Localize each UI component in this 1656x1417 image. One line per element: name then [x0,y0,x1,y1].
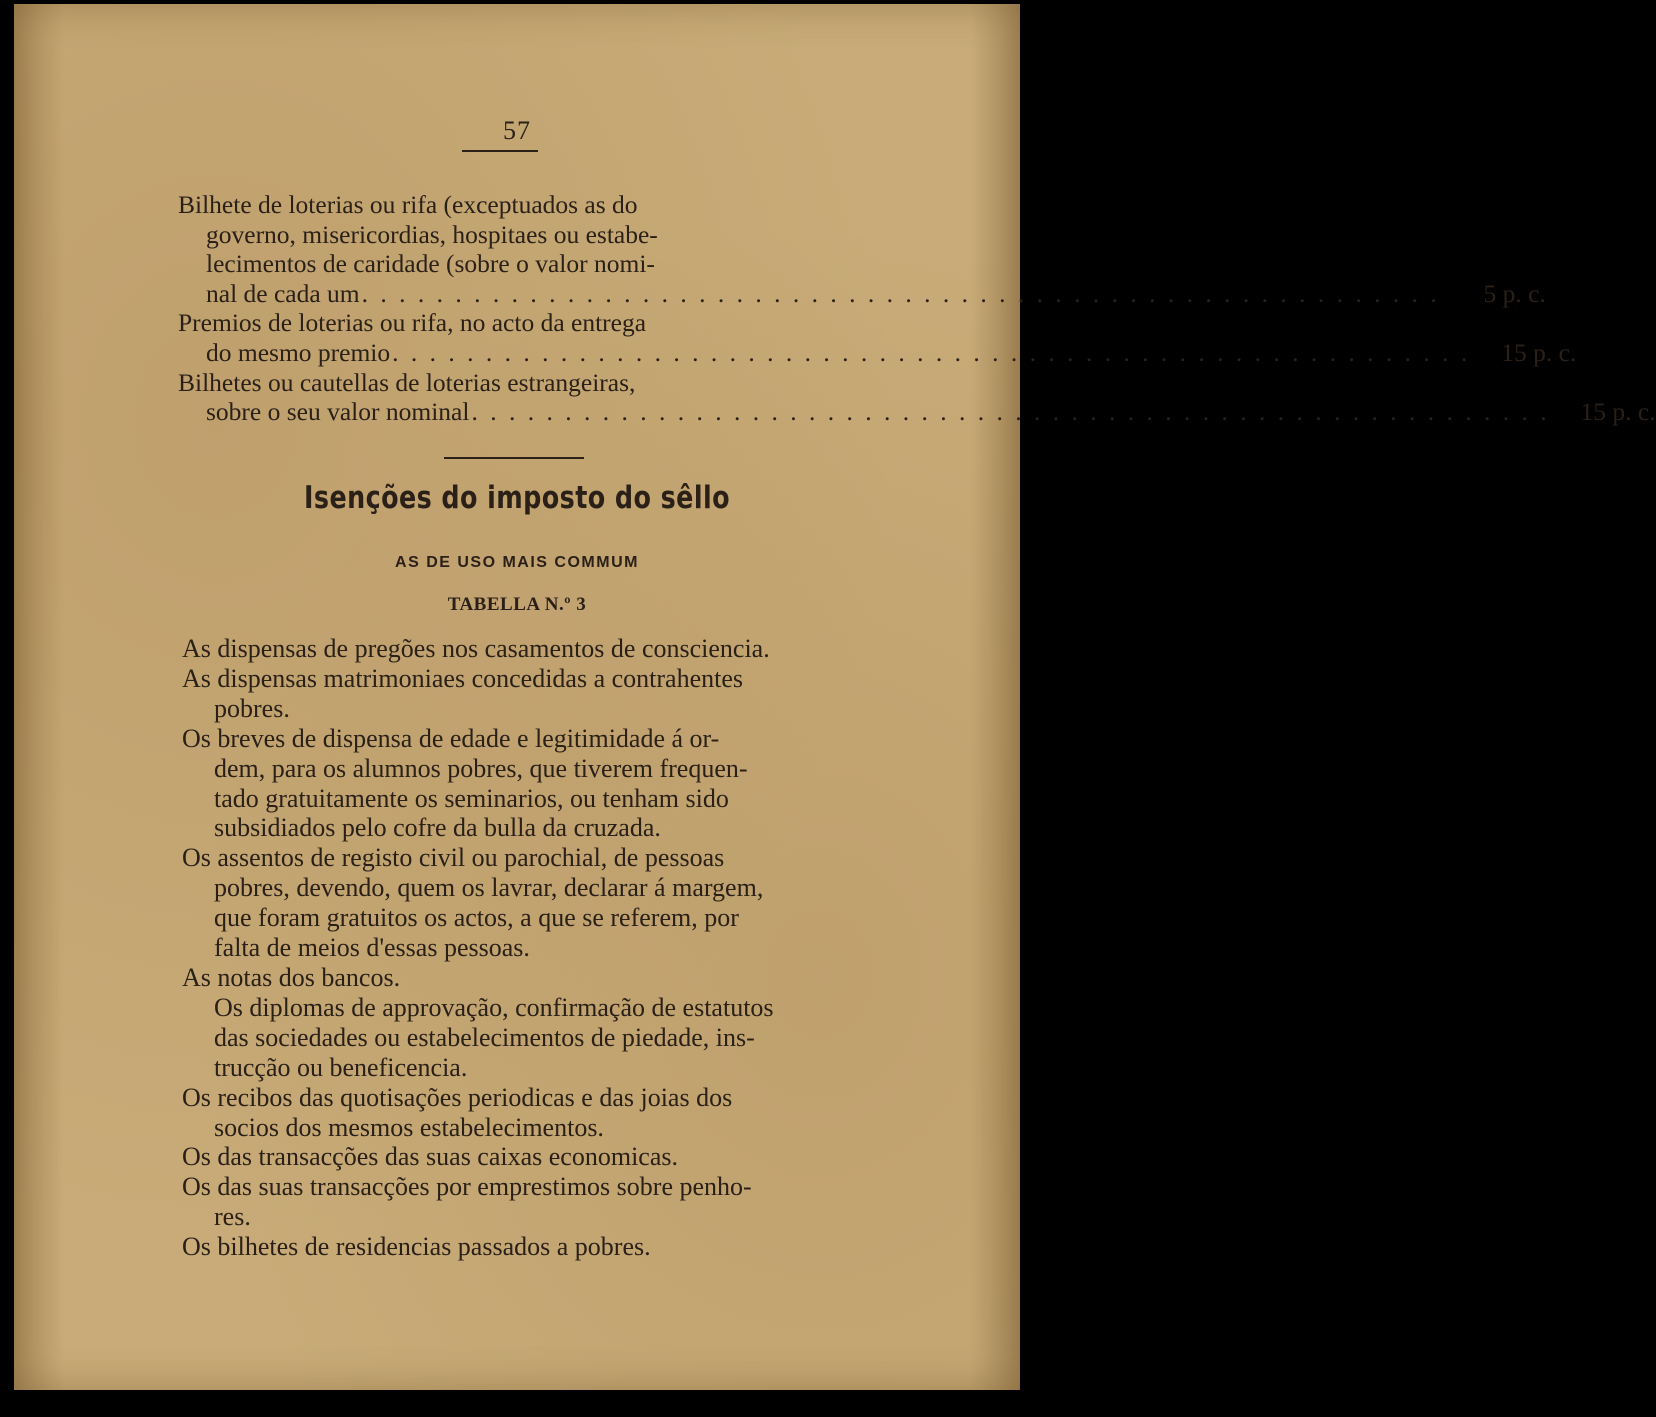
tariff-rate: 15 p. c. [1580,397,1656,427]
exemption-line: subsidiados pelo cofre da bulla da cruzada. [214,813,661,843]
exemption-item [182,664,844,724]
tariff-rate: 5 p. c. [1483,278,1546,308]
leader-dots: . . . . . . . . . . . . . . . . . . . . . . . . . . . . . . . . . . . . . . . . . . . . . . . . . . . . . . . . . . [471,397,1550,427]
exemption-item [182,993,844,1083]
exemption-line: As dispensas matrimoniaes concedidas a contrahentes [182,663,743,693]
page-number-rule [462,150,538,152]
section-subtitle: AS DE USO MAIS COMMUM [395,554,639,571]
exemption-line: Os das suas transacções por emprestimos sobre penho- [182,1172,752,1202]
exemption-item [182,843,844,963]
exemption-item [182,1232,844,1262]
exemption-item [182,724,844,844]
exemptions-list [182,634,844,1262]
leader-dots: . . . . . . . . . . . . . . . . . . . . . . . . . . . . . . . . . . . . . . . . . . . . . . . . . . . . . . . . . . [392,337,1471,367]
leader-dots: . . . . . . . . . . . . . . . . . . . . . . . . . . . . . . . . . . . . . . . . . . . . . . . . . . . . . . . . . . [361,278,1440,308]
exemption-line: pobres, devendo, quem os lavrar, declarar á margem, [214,873,764,903]
tariff-leader-text: do mesmo premio [206,337,391,367]
exemption-line: trucção ou beneficencia. [214,1052,468,1082]
exemption-item [182,963,844,993]
exemption-item [182,634,844,664]
exemption-line: falta de meios d'essas pessoas. [214,933,530,963]
exemption-line: Os breves de dispensa de edade e legitimidade á or- [182,723,720,753]
exemption-line: Os recibos das quotisações periodicas e das joias dos [182,1082,733,1112]
exemption-line: socios dos mesmos estabelecimentos. [214,1112,604,1142]
section-divider [444,457,584,459]
tariff-text-line: Bilhete de loterias ou rifa (exceptuados as do [178,190,638,219]
tariff-row [178,190,1546,308]
tariff-row [178,308,1577,367]
exemption-line: res. [214,1202,251,1232]
exemption-item [182,1083,844,1143]
exemption-line: Os bilhetes de residencias passados a pobres. [182,1232,651,1262]
tariff-leader-line [178,278,1546,309]
tariff-leader-line [178,337,1577,368]
tariff-text-line: Premios de loterias ou rifa, no acto da entrega [178,308,647,338]
tariff-text-line: Bilhetes ou cautellas de loterias estrangeiras, [178,367,636,397]
tariff-list [178,190,1656,427]
exemption-item [182,1142,844,1172]
exemption-line: As dispensas de pregões nos casamentos de consciencia. [182,634,770,663]
tariff-leader-text: sobre o seu valor nominal [206,397,470,427]
tariff-leader-line [178,397,1656,427]
exemption-line: Os das transacções das suas caixas economicas. [182,1142,678,1172]
exemption-line: Os diplomas de approvação, confirmação de estatutos [214,992,774,1022]
tariff-rate: 15 p. c. [1501,337,1577,367]
table-label: TABELLA N.º 3 [447,594,587,615]
tariff-text-line: governo, misericordias, hospitaes ou estabe- [206,219,658,249]
exemption-line: que foram gratuitos os actos, a que se referem, por [214,903,739,933]
book-page [14,4,1656,1390]
exemption-line: das sociedades ou estabelecimentos de piedade, ins- [214,1022,755,1052]
section-title: Isenções do imposto do sêllo [304,480,730,516]
tariff-leader-text: nal de cada um [206,278,360,308]
exemption-line: dem, para os alumnos pobres, que tiverem frequen- [214,753,748,783]
page-number: 57 [503,116,531,145]
exemption-line: Os assentos de registo civil ou parochial, de pessoas [182,843,725,873]
exemption-line: tado gratuitamente os seminarios, ou tenham sido [214,783,729,813]
tariff-row [178,367,1656,427]
exemption-line: pobres. [214,693,290,723]
exemption-line: As notas dos bancos. [182,962,401,992]
tariff-text-line: lecimentos de caridade (sobre o valor nomi- [206,249,655,279]
exemption-item [182,1172,844,1232]
